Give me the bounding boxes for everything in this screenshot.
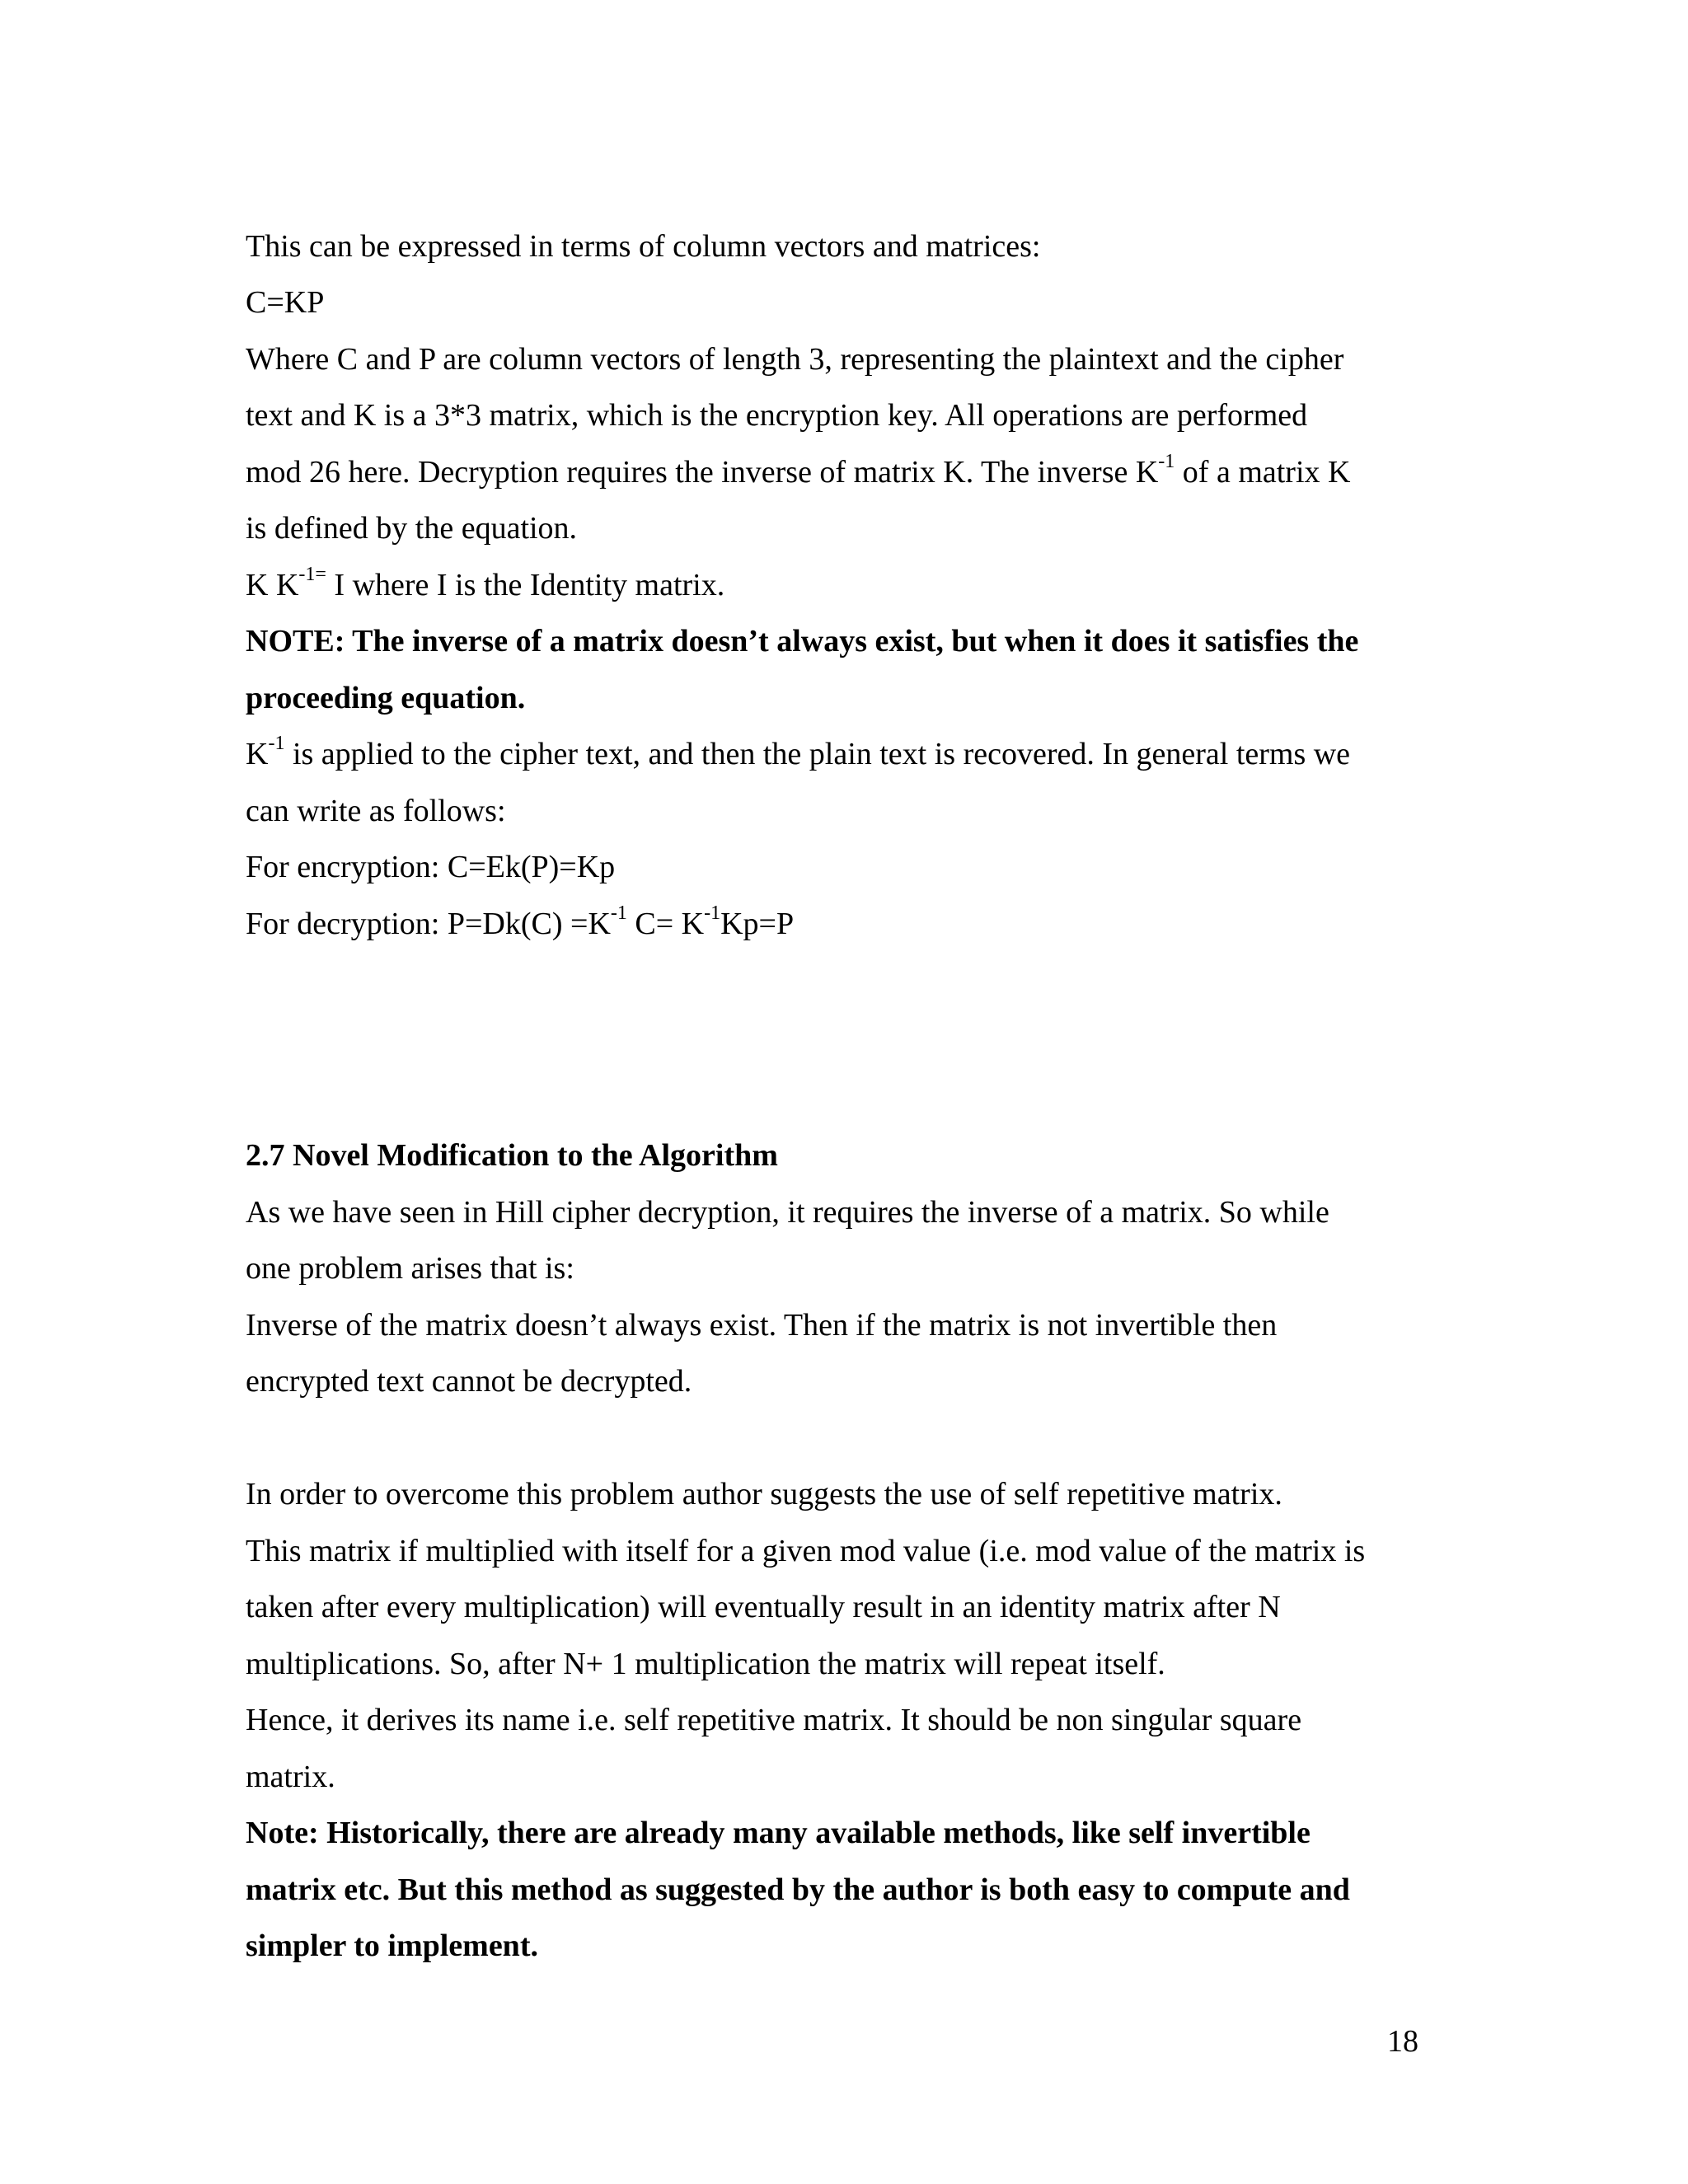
encryption-formula: For encryption: C=Ek(P)=Kp <box>246 850 616 884</box>
note-line: proceeding equation. <box>246 681 526 715</box>
paragraph-line: Where C and P are column vectors of length 3, representing the plaintext and the cipher <box>246 342 1344 377</box>
note-line: Note: Historically, there are already many available methods, like self invertible <box>246 1816 1311 1850</box>
text-segment: For decryption: P=Dk(C) =K <box>246 907 611 941</box>
superscript: -1= <box>298 564 326 586</box>
superscript: -1 <box>610 902 627 925</box>
paragraph-line: is defined by the equation. <box>246 511 578 546</box>
paragraph-line: can write as follows: <box>246 794 506 828</box>
text-segment: I where I is the Identity matrix. <box>326 568 725 602</box>
page-number: 18 <box>1387 2024 1418 2059</box>
paragraph-line: This matrix if multiplied with itself for a given mod value (i.e. mod value of the matrix is <box>246 1534 1366 1568</box>
note-line: matrix etc. But this method as suggested by the author is both easy to compute and <box>246 1872 1350 1907</box>
paragraph-line: one problem arises that is: <box>246 1251 574 1286</box>
text-segment: K <box>246 737 269 771</box>
paragraph-line: As we have seen in Hill cipher decryption, it requires the inverse of a matrix. So while <box>246 1195 1329 1230</box>
paragraph-line: In order to overcome this problem author suggests the use of self repetitive matrix. <box>246 1477 1282 1511</box>
paragraph-line: multiplications. So, after N+ 1 multiplication the matrix will repeat itself. <box>246 1647 1165 1681</box>
paragraph-line: Hence, it derives its name i.e. self repetitive matrix. It should be non singular square <box>246 1703 1302 1737</box>
paragraph-line: Inverse of the matrix doesn’t always exist. Then if the matrix is not invertible then <box>246 1308 1278 1343</box>
superscript: -1 <box>704 902 721 925</box>
text-segment: mod 26 here. Decryption requires the inverse of matrix K. The inverse K <box>246 455 1159 490</box>
paragraph-line: taken after every multiplication) will eventually result in an identity matrix after N <box>246 1590 1281 1624</box>
superscript: -1 <box>1158 451 1175 473</box>
paragraph-line-inverse <box>246 452 1350 492</box>
note-line: simpler to implement. <box>246 1929 538 1963</box>
note-line: NOTE: The inverse of a matrix doesn’t always exist, but when it does it satisfies the <box>246 624 1359 658</box>
equation-c-kp: C=KP <box>246 285 325 320</box>
text-segment: is applied to the cipher text, and then the plain text is recovered. In general terms we <box>284 737 1351 771</box>
text-segment: of a matrix K <box>1175 455 1351 490</box>
section-heading: 2.7 Novel Modification to the Algorithm <box>246 1138 778 1173</box>
text-segment: Kp=P <box>720 907 795 941</box>
text-segment: C= K <box>626 907 705 941</box>
paragraph-line: text and K is a 3*3 matrix, which is the encryption key. All operations are performed <box>246 398 1308 433</box>
text-segment: K K <box>246 568 299 602</box>
decryption-formula <box>246 904 794 944</box>
paragraph-line-k-inverse <box>246 734 1350 774</box>
paragraph-line: matrix. <box>246 1760 335 1794</box>
paragraph-line: encrypted text cannot be decrypted. <box>246 1364 692 1399</box>
superscript: -1 <box>268 733 285 755</box>
identity-equation <box>246 565 724 605</box>
intro-line: This can be expressed in terms of column vectors and matrices: <box>246 229 1041 264</box>
